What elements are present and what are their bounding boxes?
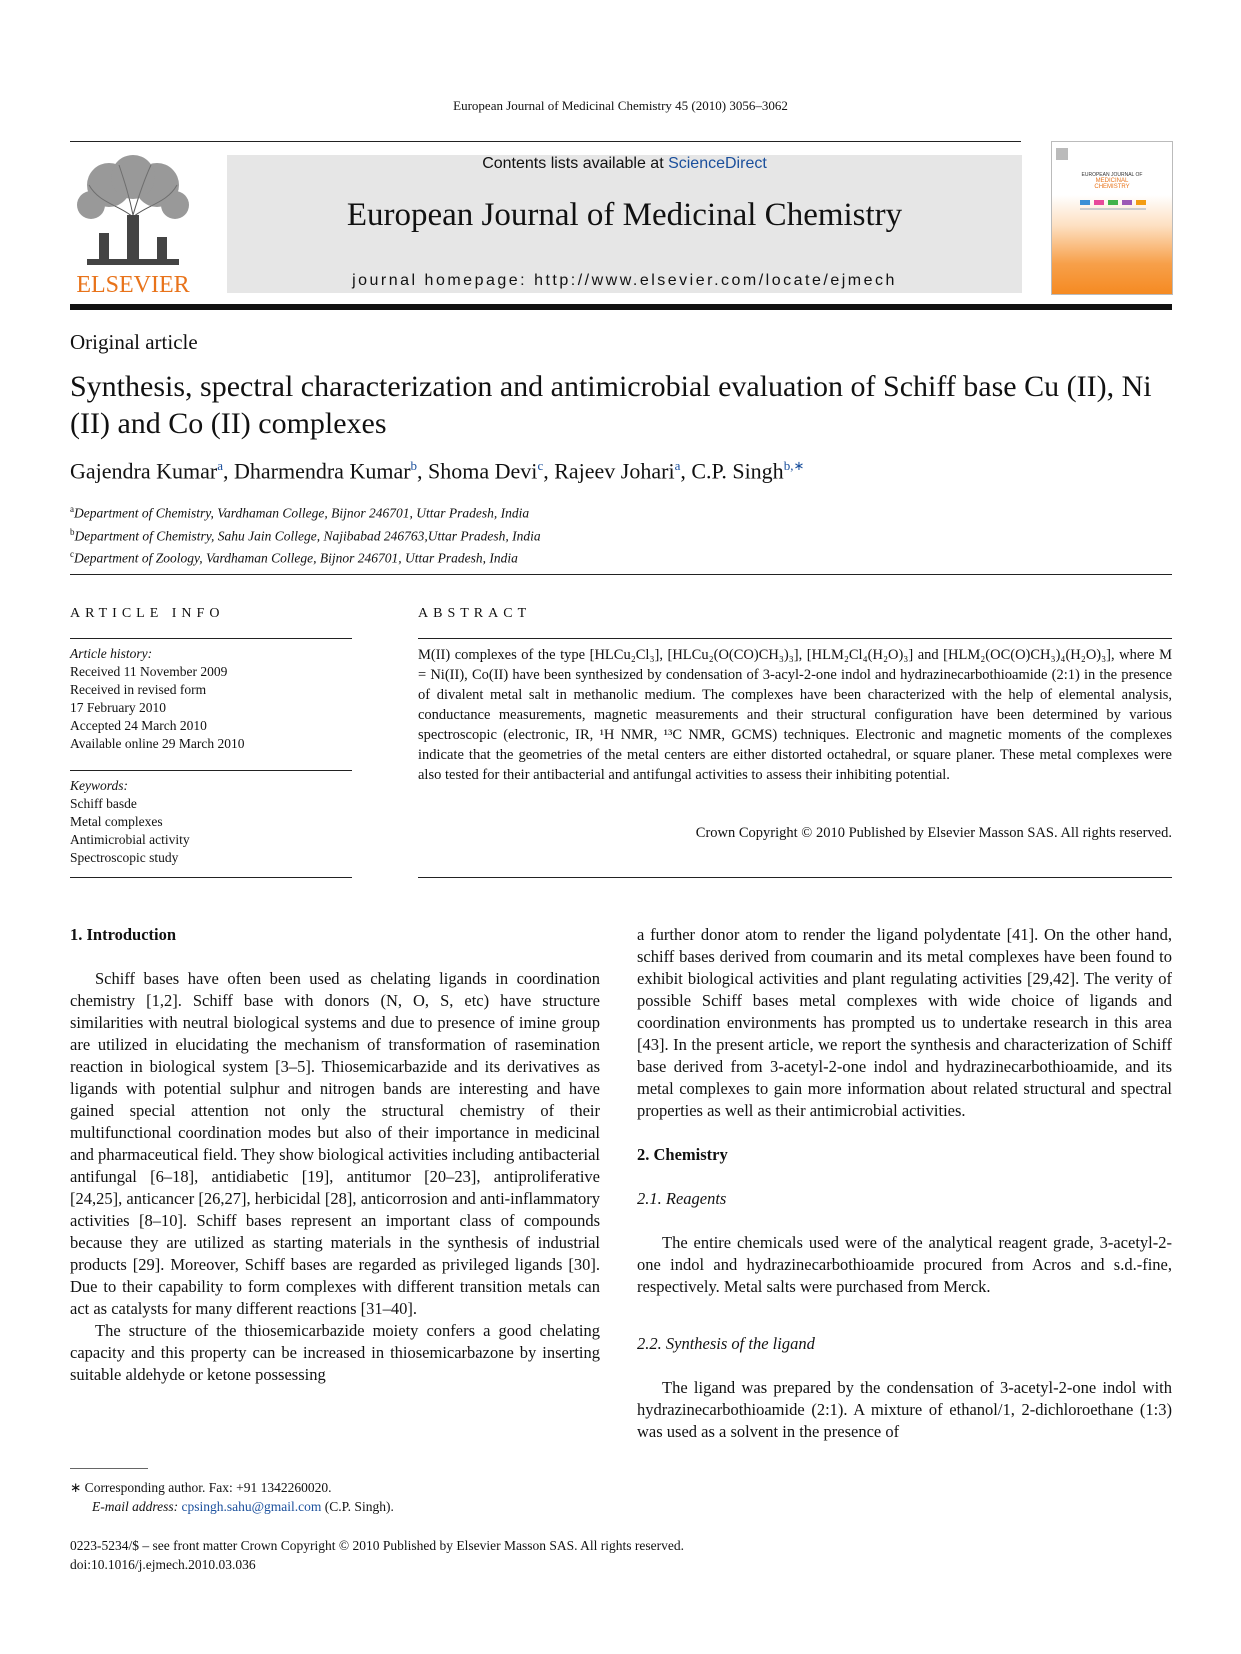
article-type: Original article — [70, 330, 198, 354]
journal-banner — [227, 155, 1022, 293]
email-label: E-mail address: — [92, 1499, 179, 1514]
header-thick-rule — [70, 304, 1172, 310]
author: Shoma Devi — [428, 458, 538, 484]
issn-line: 0223-5234/$ – see front matter Crown Copyright © 2010 Published by Elsevier Masson SAS. All rights reserved. — [70, 1538, 684, 1553]
page-footer — [70, 1536, 684, 1574]
abstract-rule — [418, 877, 1172, 878]
affiliation: $^c$Department of Zoology, Vardhaman College, Bijnor 246701, Uttar Pradesh, India — [70, 549, 518, 566]
article-title: Synthesis, spectral characterization and antimicrobial evaluation of Schiff base Cu (II), Ni (II) and Co (II) complexes — [70, 370, 1152, 440]
abstract-copyright: Crown Copyright © 2010 Published by Elsevier Masson SAS. All rights reserved. — [695, 825, 1172, 841]
top-rule — [70, 141, 1021, 142]
author-list: Gajendra Kumar$^a$, Dharmendra Kumar$^b$, Shoma Devi$^c$, Rajeev Johari$^a$, C.P. Singh$^{b,∗}$ — [70, 458, 805, 484]
history-item: Received 11 November 2009 — [70, 664, 228, 679]
cover-title-line-3: CHEMISTRY — [1094, 184, 1130, 190]
author-affil-mark[interactable]: b,∗ — [783, 458, 805, 473]
history-item: Received in revised form — [70, 682, 207, 697]
subsection-heading: 2.1. Reagents — [637, 1189, 727, 1208]
affiliation: $^a$Department of Chemistry, Vardhaman College, Bijnor 246701, Uttar Pradesh, India — [70, 504, 530, 521]
elsevier-wordmark: ELSEVIER — [76, 272, 190, 298]
contents-line — [227, 155, 1022, 173]
doi-line[interactable]: doi:10.1016/j.ejmech.2010.03.036 — [70, 1557, 256, 1572]
keywords — [70, 777, 352, 867]
abstract-rule — [418, 638, 1172, 639]
journal-cover-thumbnail — [1051, 141, 1173, 295]
author: Gajendra Kumar — [70, 458, 218, 484]
author: C.P. Singh — [691, 458, 784, 484]
contents-prefix: Contents lists available at — [482, 155, 669, 172]
section-heading: 2. Chemistry — [637, 1145, 728, 1164]
corresponding-author: ∗ Corresponding author. Fax: +91 1342260020. — [70, 1480, 332, 1495]
affiliations — [70, 500, 970, 568]
cover-title-line-1: EUROPEAN JOURNAL OF — [1081, 172, 1143, 178]
paragraph: Schiff bases have often been used as chelating ligands in coordination chemistry [1,2]. Schiff base with donors (N, O, S, etc) have structure similarities with neutral biological systems and due to presence of imine group are utilized in elucidating the mechanism of transformation of rasemination reaction in biological system [3–5]. Thiosemicarbazide and its derivatives as ligands with potential sulphur and nitrogen bands are interesting and have gained special attention not only the structural chemistry of their multifunctional coordination modes but also of their importance in medicinal and pharmaceutical field. They show biological activities including antibacterial antifungal [6–18], antidiabetic [19], antitumor [20–23], antiproliferative [24,25], anticancer [26,27], herbicidal [28], anticorrosion and anti-inflammatory activities [8–10]. Schiff bases represent an important class of compounds because they are utilized as starting materials in the synthesis of industrial products [29]. Moreover, Schiff bases are regarded as privileged ligands [30]. Due to their capability to form complexes with different transition metals can act as catalysts for many different reactions [31–40]. — [70, 969, 600, 1318]
sciencedirect-link[interactable]: ScienceDirect — [668, 155, 767, 172]
abstract-heading: ABSTRACT — [418, 606, 532, 621]
keyword: Antimicrobial activity — [70, 832, 190, 847]
affiliation: $^b$Department of Chemistry, Sahu Jain College, Najibabad 246763,Uttar Pradesh, India — [70, 526, 541, 543]
history-item: Available online 29 March 2010 — [70, 736, 245, 751]
paragraph: The structure of the thiosemicarbazide moiety confers a good chelating capacity and this property can be increased in thiosemicarbazone by inserting suitable aldehyde or ketone possessing — [70, 1321, 600, 1384]
running-head: European Journal of Medicinal Chemistry 45 (2010) 3056–3062 — [453, 98, 788, 113]
history-item: 17 February 2010 — [70, 700, 166, 715]
cover-title-line-2: MEDICINAL — [1095, 178, 1129, 184]
section-rule — [70, 574, 1172, 575]
journal-name: European Journal of Medicinal Chemistry — [346, 197, 903, 233]
keyword: Schiff basde — [70, 796, 137, 811]
article-info-heading: ARTICLE INFO — [70, 606, 225, 621]
info-rule — [70, 638, 352, 639]
keyword: Metal complexes — [70, 814, 163, 829]
email-suffix: (C.P. Singh). — [321, 1499, 394, 1514]
paragraph: The entire chemicals used were of the analytical reagent grade, 3-acetyl-2-one indol and hydrazinecarbothioamide procured from Acros and s.d.-fine, respectively. Metal salts were purchased from Merck. — [637, 1233, 1172, 1296]
keywords-label: Keywords: — [70, 778, 128, 793]
section-heading: 1. Introduction — [70, 925, 177, 944]
author: Dharmendra Kumar — [234, 458, 411, 484]
paragraph-continued: a further donor atom to render the ligand polydentate [41]. On the other hand, schiff bases derived from coumarin and its metal complexes have been found to exhibit biological activities and plant regulating activities [29,42]. The verity of possible Schiff bases metal complexes with wide choice of ligands and coordination environments has prompted us to undertake research in this area [43]. In the present article, we report the synthesis and characterization of Schiff base derived from 3-acetyl-2-one indol and hydrazinecarbothioamide, and its metal complexes to gain more information about related structural and spectral properties as well as their antimicrobial activities. — [637, 925, 1172, 1120]
author: Rajeev Johari — [554, 458, 675, 484]
history-item: Accepted 24 March 2010 — [70, 718, 207, 733]
info-rule — [70, 770, 352, 771]
footnote-rule — [70, 1468, 148, 1469]
author-affil-mark[interactable]: a — [674, 458, 681, 473]
right-column — [637, 924, 1172, 1443]
article-history — [70, 645, 352, 753]
paragraph: The ligand was prepared by the condensation of 3-acetyl-2-one indol with hydrazinecarbothioamide (2:1). A mixture of ethanol/1, 2-dichloroethane (1:3) was used as a solvent in the presence of — [637, 1378, 1172, 1441]
history-label: Article history: — [70, 646, 153, 661]
author-affil-mark[interactable]: c — [537, 458, 544, 473]
author-affil-mark[interactable]: b — [410, 458, 418, 473]
journal-homepage[interactable]: journal homepage: http://www.elsevier.com/locate/ejmech — [352, 272, 897, 289]
left-column — [70, 924, 600, 1386]
subsection-heading: 2.2. Synthesis of the ligand — [637, 1334, 815, 1353]
abstract-text: M(II) complexes of the type [HLCu₂Cl₃], [HLCu₂(O(CO)CH₃)₃], [HLM₂Cl₄(H₂O)₃] and [HLM₂(OC(O)CH₃)₄(H₂O)₃], where M = Ni(II), Co(II) have been synthesized by condensation of 3-acyl-2-one indol and hydrazinecarbothioamide (2:1) in the presence of divalent metal salt in methanolic medium. The complexes have been characterized with the help of elemental analysis, conductance measurements, magnetic measurements and their structural configuration have been determined by various spectroscopic (electronic, IR, ¹H NMR, ¹³C NMR, GCMS) techniques. Electronic and magnetic moments of the complexes indicate that the geometries of the metal centers are either distorted octahedral, or square planer. These metal complexes were also tested for their antibacterial and antifungal activities to assess their inhibiting potential. — [418, 647, 1172, 783]
footnote — [70, 1478, 394, 1516]
author-affil-mark[interactable]: a — [217, 458, 223, 473]
keyword: Spectroscopic study — [70, 850, 179, 865]
info-rule — [70, 877, 352, 878]
email-link[interactable]: cpsingh.sahu@gmail.com — [181, 1499, 322, 1514]
